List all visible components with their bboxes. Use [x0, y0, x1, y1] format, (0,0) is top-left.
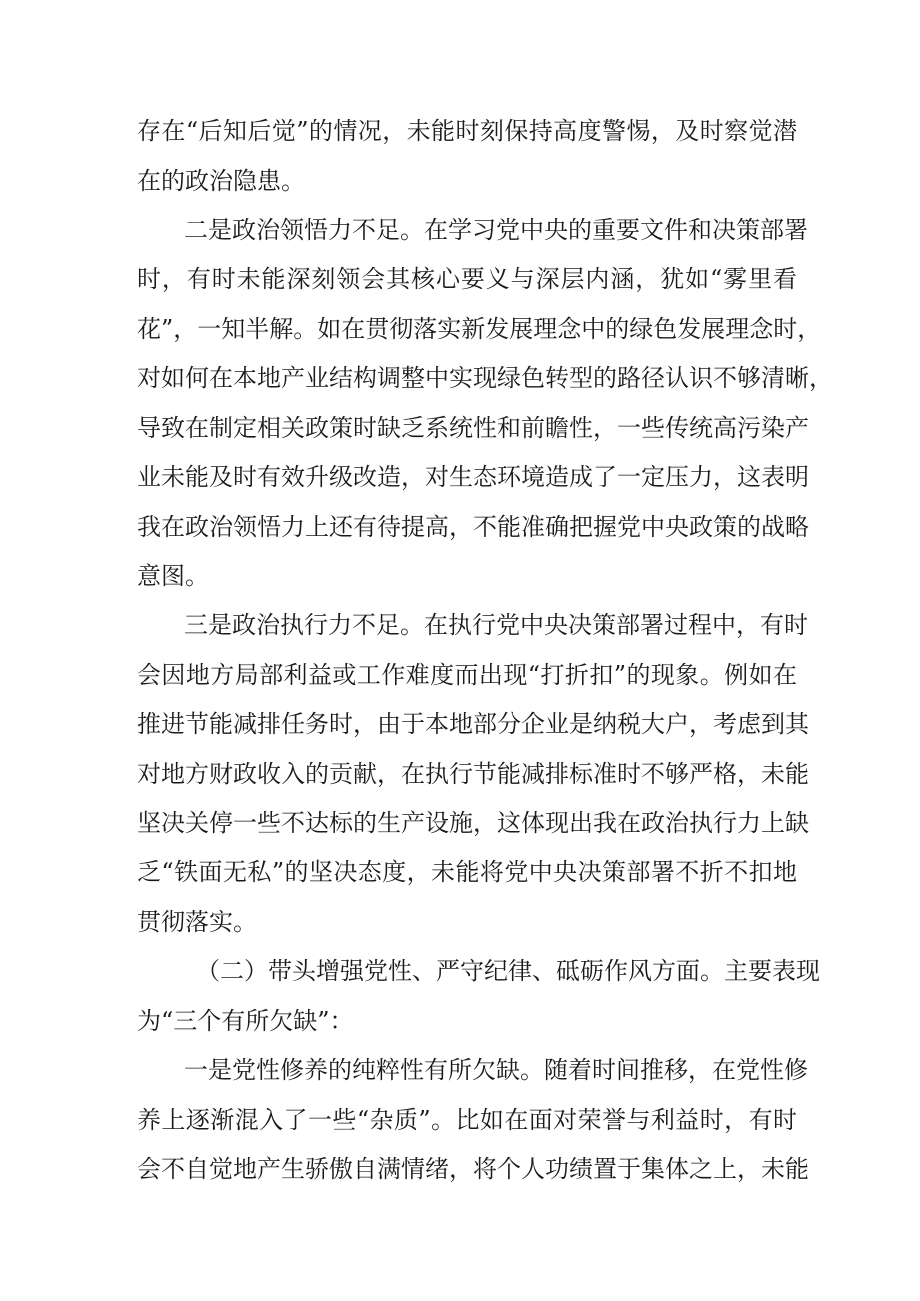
text-line: 意图。	[137, 562, 209, 590]
text-line: 对地方财政收入的贡献，在执行节能减排标准时不够严格，未能	[137, 760, 809, 788]
text-line: 对如何在本地产业结构调整中实现绿色转型的路径认识不够清晰，	[137, 364, 833, 392]
text-line: 二是政治领悟力不足。在学习党中央的重要文件和决策部署	[184, 216, 808, 244]
text-line: 业未能及时有效升级改造，对生态环境造成了一定压力，这表明	[137, 463, 809, 491]
section-heading-line: （二）带头增强党性、严守纪律、砥砺作风方面。主要表现	[196, 957, 820, 985]
text-line: 贯彻落实。	[137, 908, 257, 936]
text-line: 一是党性修养的纯粹性有所欠缺。随着时间推移，在党性修	[184, 1056, 808, 1084]
text-line: 养上逐渐混入了一些“杂质”。比如在面对荣誉与利益时，有时	[137, 1106, 797, 1134]
text-line: 在的政治隐患。	[137, 167, 305, 195]
text-line: 乏“铁面无私”的坚决态度，未能将党中央决策部署不折不扣地	[137, 858, 797, 886]
text-line: 会不自觉地产生骄傲自满情绪，将个人功绩置于集体之上，未能	[137, 1155, 809, 1183]
text-line: 三是政治执行力不足。在执行党中央决策部署过程中，有时	[184, 611, 808, 639]
text-line: 花”，一知半解。如在贯彻落实新发展理念中的绿色发展理念时，	[137, 315, 822, 343]
section-heading-line: 为“三个有所欠缺”：	[137, 1007, 354, 1035]
text-line: 坚决关停一些不达标的生产设施，这体现出我在政治执行力上缺	[137, 809, 809, 837]
text-line: 我在政治领悟力上还有待提高，不能准确把握党中央政策的战略	[137, 513, 809, 541]
text-line: 导致在制定相关政策时缺乏系统性和前瞻性，一些传统高污染产	[137, 414, 809, 442]
text-line: 推进节能减排任务时，由于本地部分企业是纳税大户，考虑到其	[137, 710, 809, 738]
text-line: 会因地方局部利益或工作难度而出现“打折扣”的现象。例如在	[137, 661, 797, 689]
text-line: 存在“后知后觉”的情况，未能时刻保持高度警惕，及时察觉潜	[137, 117, 797, 145]
text-line: 时，有时未能深刻领会其核心要义与深层内涵，犹如“雾里看	[137, 265, 797, 293]
